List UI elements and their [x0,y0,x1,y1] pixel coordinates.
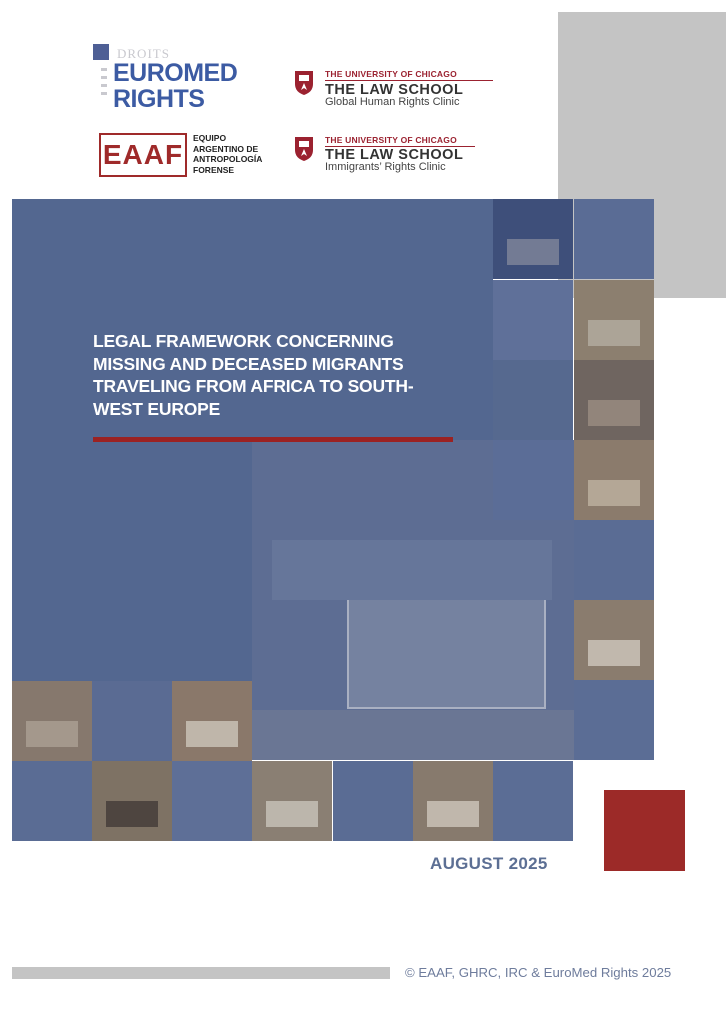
excavation-photo-detail [588,400,640,426]
protest-banner-photo [493,199,573,279]
document-title [93,330,463,420]
uchicago-law-school: THE LAW SCHOOL [325,147,464,163]
tile-blue-5 [574,520,654,600]
uchicago-university-label: THE UNIVERSITY OF CHICAGO [325,135,457,145]
grave-marker-photo [574,600,654,680]
desert-landscape-photo-detail [588,320,640,346]
building-doorway-photo-detail [106,801,158,827]
euromed-logo-square [93,44,109,60]
grave-marker-photo-detail [588,640,640,666]
rubble-photo-detail [26,721,78,747]
tile-blue-3 [493,360,573,440]
euromed-logo-dots [100,68,108,106]
eaaf-name-line: EQUIPO [193,133,227,143]
desert-landscape-photo [574,280,654,360]
eaaf-logo: EAAF [99,133,187,177]
grave-frames-photo [172,681,252,761]
building-doorway-photo [92,761,172,841]
uchicago-shield-icon [294,136,314,162]
uchicago-shield-icon [294,70,314,96]
decorative-red-square [604,790,685,871]
eaaf-name-line: FORENSE [193,164,235,175]
eaaf-logo-name [193,133,273,175]
title-line: WEST EUROPE [93,398,221,419]
grave-frames-photo-detail [186,721,238,747]
uchicago-university-label: THE UNIVERSITY OF CHICAGO [325,69,457,79]
publication-date: AUGUST 2025 [430,854,548,873]
photo-banner [347,590,546,709]
uchicago-law-school: THE LAW SCHOOL [325,82,464,98]
title-line: LEGAL FRAMEWORK CONCERNING [93,331,394,351]
tile-blue-10 [333,761,413,841]
photo-ground [252,710,574,760]
tile-blue-2 [493,280,573,360]
rubble-photo [12,681,92,761]
tile-blue-8 [12,761,92,841]
cemetery-rows-photo [574,440,654,520]
tile-blue-9 [172,761,252,841]
eaaf-name-line: ARGENTINO DE [193,143,259,154]
headstone-photo-detail [266,801,318,827]
tile-blue-1 [574,199,654,279]
photo-people [272,540,552,600]
grave-slab-photo-detail [427,801,479,827]
protest-banner-photo-detail [507,239,559,265]
euromed-logo-droits: DROITS [117,46,170,61]
tile-blue-11 [493,761,573,841]
tile-blue-4 [493,440,573,520]
footer-grey-bar [12,967,390,979]
tile-blue-6 [574,680,654,760]
title-line: TRAVELING FROM AFRICA TO SOUTH- [93,376,414,396]
excavation-photo [574,360,654,440]
title-line: MISSING AND DECEASED MIGRANTS [93,353,404,374]
euromed-logo-line1: EUROMED [113,59,238,87]
tile-blue-7 [92,681,172,761]
cemetery-rows-photo-detail [588,480,640,506]
eaaf-name-line: ANTROPOLOGÍA [193,154,263,164]
grave-slab-photo [413,761,493,841]
headstone-photo [252,761,332,841]
uchicago-clinic-name: Immigrants’ Rights Clinic [325,161,446,173]
title-underline [93,437,453,442]
uchicago-clinic-name: Global Human Rights Clinic [325,96,460,108]
copyright-notice: © EAAF, GHRC, IRC & EuroMed Rights 2025 [405,965,672,980]
euromed-logo-line2: RIGHTS [113,85,205,113]
uchicago-rule [325,80,493,81]
